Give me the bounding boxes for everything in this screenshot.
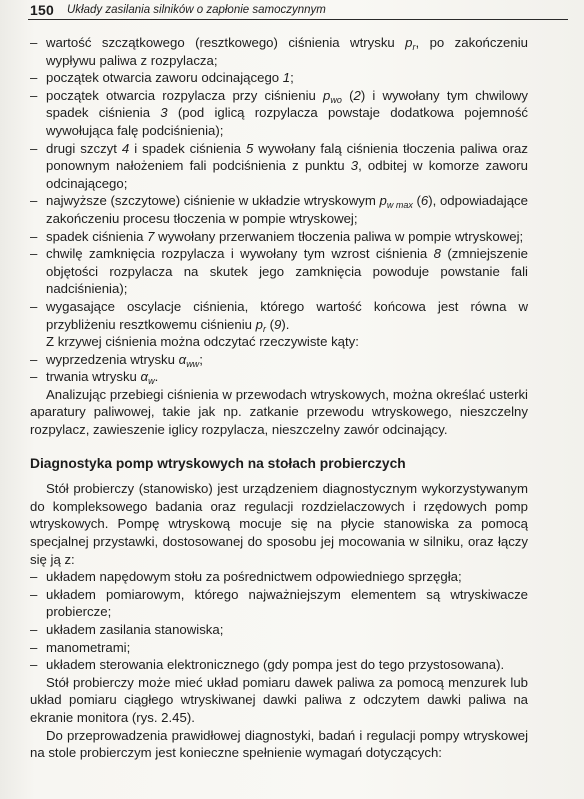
list-item: – początek otwarcia rozpylacza przy ciśnieniu $p_{wo}$ (2) i wywołany tym chwilowy spadek ciśnienia 3 (pod iglicą rozpylacza powstaje dodatkowa pojemność wywołująca falę podciśnienia);	[30, 87, 529, 138]
list-item: – drugi szczyt 4 i spadek ciśnienia 5 wywołany falą ciśnienia tłoczenia paliwa oraz ponownym nałożeniem fali podciśnienia z punktu 3, odbitej w komorze zaworu odcinającego;	[30, 140, 528, 191]
list-item: – układem zasilania stanowiska;	[30, 622, 224, 637]
page-header	[0, 0, 584, 20]
list-item: – manometrami;	[30, 639, 131, 655]
paragraph-analysis: Analizując przebiegi ciśnienia w przewodach wtryskowych, można określać usterki aparatury paliwowej, takie jak np. zatkanie przewodu wtryskowego, nieszczelny rozpylacz, zawieszenie iglicy rozpylacza, nieszczelny zawór odcinający.	[30, 386, 528, 438]
list-item: – trwania wtrysku $\alpha_w$.	[30, 369, 159, 387]
list-item: – chwilę zamknięcia rozpylacza i wywołany tym wzrost ciśnienia 8 (zmniejszenie objętości rozpylacza na skutek jego zamknięcia powoduje powstanie fali nadciśnienia);	[30, 246, 528, 297]
paragraph-stol: Stół probierczy (stanowisko) jest urządzeniem diagnostycznym wykorzystywanym do kompleksowego badania oraz regulacji rozdzielaczowych i rzędowych pomp wtryskowych. Pompę wtryskową mocuje się na płycie stanowiska za pomocą specjalnej przystawki, dostosowanej do sposobu jej mocowania w silniku, oraz łączy się ją z:	[30, 481, 528, 567]
list-item: – spadek ciśnienia 7 wywołany przerwaniem tłoczenia paliwa w pompie wtryskowej;	[30, 228, 524, 244]
list-item: – początek otwarcia zaworu odcinającego 1;	[30, 70, 294, 86]
page-number: 150	[30, 2, 54, 18]
paragraph-menzurki: Stół probierczy może mieć układ pomiaru dawek paliwa za pomocą menzurek lub układ pomiaru ciągłego wtryskiwanej dawki paliwa z odczytem dawki paliwa na ekranie monitora (rys. 2.45).	[30, 674, 528, 725]
list-item: – wyprzedzenia wtrysku $\alpha_{ww}$;	[30, 351, 203, 369]
paragraph-final: Do przeprowadzenia prawidłowej diagnostyki, badań i regulacji pompy wtryskowej na stole probierczym jest konieczne spełnienie wymagań dotyczących:	[30, 727, 528, 761]
list-item: – układem napędowym stołu za pośrednictwem odpowiedniego sprzęgła;	[30, 569, 462, 585]
list-item: – układem pomiarowym, którego najważniejszym elementem są wtryskiwacze probiercze;	[30, 586, 528, 620]
list-item: – wygasające oscylacje ciśnienia, którego wartość końcowa jest równa w przybliżeniu resztkowemu ciśnieniu $p_r$ (9).	[30, 298, 528, 334]
section-heading: Diagnostyka pomp wtryskowych na stołach probierczych	[30, 455, 406, 471]
header-rule	[28, 19, 568, 20]
page-content	[30, 34, 528, 762]
list-item: – najwyższe (szczytowe) ciśnienie w układzie wtryskowym $p_{w max}$ (6), odpowiadające zakończeniu procesu tłoczenia w pompie wtryskowej;	[30, 193, 528, 226]
list-item: – układem sterowania elektronicznego (gdy pompa jest do tego przystosowana).	[30, 657, 505, 673]
list-item: – wartość szczątkowego (resztkowego) ciśnienia wtrysku $p_r$, po zakończeniu wypływu paliwa z rozpylacza;	[30, 35, 528, 68]
angles-intro: Z krzywej ciśnienia można odczytać rzeczywiste kąty:	[46, 334, 359, 350]
running-title: Układy zasilania silników o zapłonie samoczynnym	[67, 4, 326, 16]
